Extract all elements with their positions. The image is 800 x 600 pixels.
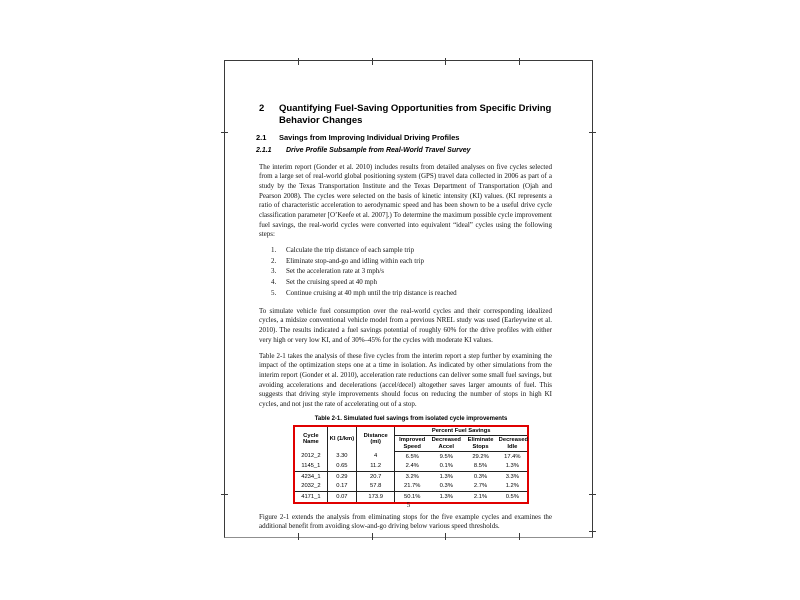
cell-eliminate-stops: 2.1% (473, 493, 488, 500)
paragraph-table-discussion: Table 2-1 takes the analysis of these five cycles from the interim report a step further by examining the impact of the optimization steps one at a time in isolation. As indicated by other simulations from the interim report (Gonder et al. 2010), acceleration rate reductions can deliver some small fuel savings, but avoiding accelerations and decelerations (accel/decel) altogether saves larger amounts of fuel. This suggests that driving style improvements should focus on reducing the number of stops in high KI cycles, and not just the rate of accelerating out of a stop. (259, 351, 552, 409)
cell-decreased-accel: 0.1% (429, 462, 463, 472)
cell-distance: 20.7 (357, 472, 395, 482)
cell-decreased-accel: 1.3% (439, 493, 453, 500)
paragraph-simulation-results: To simulate vehicle fuel consumption over the real-world cycles and their corresponding idealized cycles, a midsize conventional vehicle model from a previous NREL study was used (Earleywine et al. 2010). The results indicated a fuel savings potential of roughly 60% for the drive profiles with either very high or very low KI, and of 30%–45% for the cycles with moderate KI values. (259, 306, 552, 344)
cell-eliminate-stops: 0.3% (473, 473, 488, 480)
sub-header-eliminate-stops: Eliminate Stops (463, 436, 497, 452)
paragraph-figure-reference: Figure 2-1 extends the analysis from eliminating stops for the five example cycles and examines the additional benefit from avoiding slow-and-go driving below various speed thresholds. (259, 512, 552, 531)
list-item (271, 268, 552, 276)
col-group-header-percent-fuel-savings: Percent Fuel Savings (395, 426, 528, 436)
sub-header-decreased-accel: Decreased Accel (429, 436, 463, 452)
section-title: Savings from Improving Individual Driving Profiles (279, 133, 460, 142)
cell-distance: 57.8 (357, 482, 395, 492)
subsection-title: Drive Profile Subsample from Real-World Travel Survey (286, 147, 471, 154)
list-item-text: Continue cruising at 40 mph until the trip distance is reached (286, 289, 457, 298)
cell-distance: 4 (357, 452, 395, 462)
cell-cycle-name: 4171_1 (294, 492, 327, 503)
cell-improved-speed: 50.1% (404, 493, 421, 500)
page-number: 5 (406, 501, 411, 509)
cell-decreased-idle: 1.3% (498, 462, 528, 472)
cell-cycle-name: 2032_2 (294, 482, 327, 492)
cell-ki: 0.17 (327, 482, 356, 492)
cell-eliminate-stops: 29.2% (472, 453, 489, 460)
cell-distance: 173.9 (357, 492, 395, 503)
list-item (271, 279, 552, 287)
tick-mark (221, 132, 228, 133)
cell-decreased-accel: 9.5% (439, 453, 453, 460)
subsection-heading (256, 147, 552, 156)
cell-ki: 0.07 (327, 492, 356, 503)
tick-mark (589, 494, 596, 495)
cell-distance: 11.2 (357, 462, 395, 472)
chapter-title: Quantifying Fuel-Saving Opportunities from Specific Driving Behavior Changes (279, 103, 552, 126)
fuel-savings-table-container (293, 425, 529, 504)
col-header-cycle-name: Cycle Name (294, 426, 327, 452)
sub-header-improved-speed: Improved Speed (395, 436, 429, 452)
list-item-text: Calculate the trip distance of each sample trip (286, 245, 415, 254)
cell-decreased-accel: 0.3% (429, 482, 463, 492)
list-item-number: 5. (271, 289, 277, 298)
tick-mark (372, 58, 373, 65)
cell-decreased-idle: 1.2% (498, 482, 528, 492)
table-caption: Table 2-1. Simulated fuel savings from isolated cycle improvements (314, 415, 508, 422)
cell-cycle-name: 4234_1 (294, 472, 327, 482)
document-page (224, 60, 593, 538)
sub-header-decreased-idle: Decreased Idle (498, 437, 528, 450)
table-row (294, 462, 528, 472)
fuel-savings-table (293, 425, 529, 504)
tick-mark (221, 494, 228, 495)
idealization-steps-list (271, 247, 552, 298)
list-item (271, 290, 552, 298)
cell-improved-speed: 21.7% (395, 482, 429, 492)
subsection-number: 2.1.1 (256, 147, 272, 154)
cell-ki: 0.29 (327, 472, 356, 482)
cell-ki: 3.30 (327, 452, 356, 462)
tick-mark (519, 533, 520, 540)
list-item-text: Set the acceleration rate at 3 mph/s (286, 267, 384, 276)
section-number: 2.1 (256, 133, 267, 142)
tick-mark (372, 533, 373, 540)
cell-decreased-idle: 3.3% (505, 473, 519, 480)
col-header-ki: KI (1/km) (327, 426, 356, 452)
tick-mark (445, 533, 446, 540)
list-item (271, 258, 552, 266)
tick-mark (298, 533, 299, 540)
tick-mark (589, 531, 596, 532)
list-item-number: 1. (271, 245, 277, 254)
col-header-distance: Distance (mi) (357, 426, 395, 452)
list-item-number: 2. (271, 256, 277, 265)
chapter-heading (259, 103, 552, 127)
cell-improved-speed: 2.4% (395, 462, 429, 472)
page-content (256, 103, 552, 532)
list-item (271, 247, 552, 255)
list-item-text: Set the cruising speed at 40 mph (286, 278, 377, 287)
tick-mark (519, 58, 520, 65)
cell-decreased-idle: 0.5% (505, 493, 519, 500)
cell-decreased-accel: 1.3% (439, 473, 453, 480)
cell-ki: 0.65 (327, 462, 356, 472)
chapter-number: 2 (259, 103, 265, 114)
table-row (294, 452, 528, 462)
cell-cycle-name: 1145_1 (294, 462, 327, 472)
paragraph-intro: The interim report (Gonder et al. 2010) includes results from detailed analyses on five cycles selected from a large set of real-world global positioning system (GPS) travel data collected in 2006 as part of a study by the Texas Transportation Institute and the Texas Department of Transportation (Ojah and Pearson 2008). The cycles were selected on the basis of kinetic intensity (KI) values. (KI represents a ratio of characteristic acceleration to aerodynamic speed and has been shown to be a useful drive cycle classification parameter [O’Keefe et al. 2007].) To determine the maximum possible cycle improvement fuel savings, the real-world cycles were converted into equivalent “ideal” cycles using the following steps: (259, 162, 552, 239)
table-row (294, 482, 528, 492)
cell-eliminate-stops: 2.7% (463, 482, 497, 492)
list-item-number: 4. (271, 278, 277, 287)
tick-mark (589, 132, 596, 133)
cell-decreased-idle: 17.4% (504, 453, 521, 460)
cell-cycle-name: 2012_2 (294, 452, 327, 462)
table-row (294, 472, 528, 482)
tick-mark (298, 58, 299, 65)
section-heading (256, 133, 552, 142)
list-item-number: 3. (271, 267, 277, 276)
list-item-text: Eliminate stop-and-go and idling within each trip (286, 256, 425, 265)
cell-improved-speed: 3.2% (405, 473, 419, 480)
cell-improved-speed: 6.5% (405, 453, 419, 460)
cell-eliminate-stops: 8.5% (463, 462, 497, 472)
tick-mark (445, 58, 446, 65)
